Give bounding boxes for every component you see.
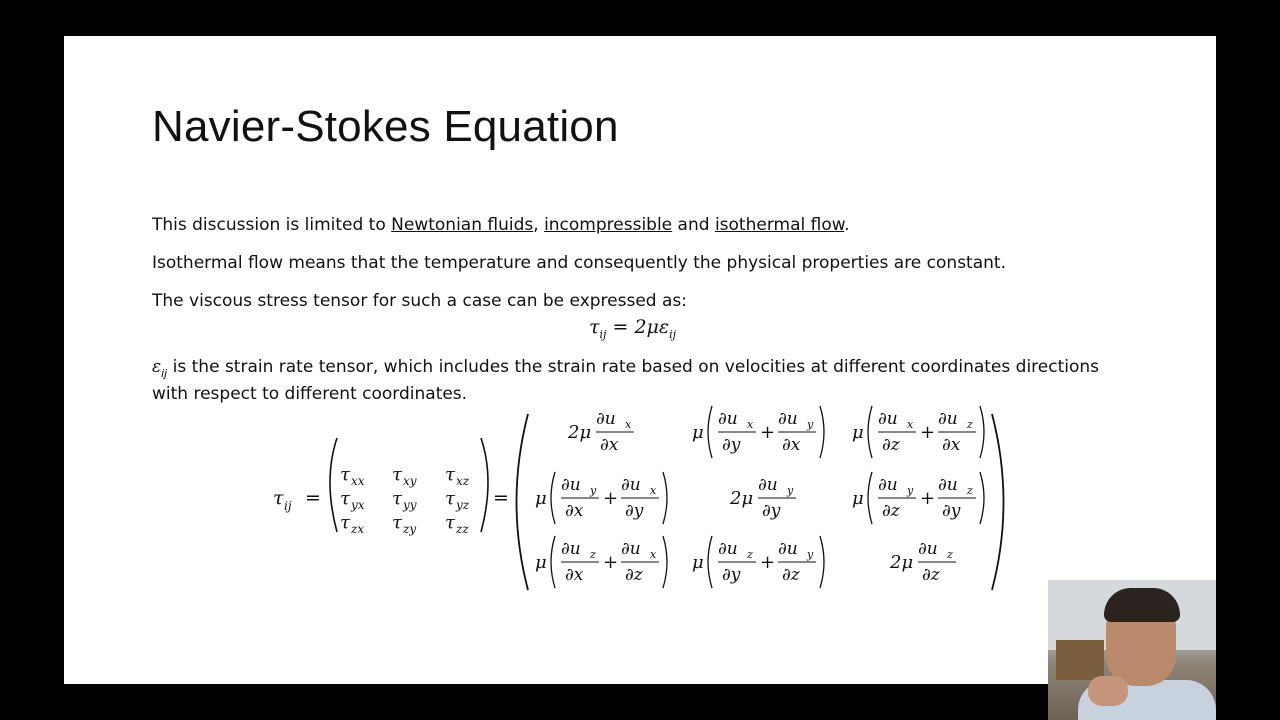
- strain-rate-components: [535, 406, 984, 588]
- svg-text:μ: μ: [692, 422, 704, 443]
- svg-text:∂u: ∂u: [878, 475, 898, 495]
- svg-text:=: =: [305, 487, 321, 509]
- stress-tensor-matrix: [195, 370, 1015, 595]
- svg-text:+: +: [760, 422, 776, 443]
- svg-text:y: y: [907, 484, 914, 497]
- svg-text:μ: μ: [692, 552, 704, 573]
- tau-zy: τ: [392, 512, 402, 533]
- svg-text:∂y: ∂y: [762, 501, 781, 521]
- svg-text:+: +: [760, 552, 776, 573]
- svg-text:z: z: [590, 548, 596, 561]
- svg-text:∂z: ∂z: [922, 565, 940, 585]
- svg-text:z: z: [967, 418, 973, 431]
- svg-text:∂u: ∂u: [778, 409, 798, 429]
- tau-zz: τ: [445, 512, 455, 533]
- svg-text:∂x: ∂x: [782, 435, 801, 455]
- svg-text:∂u: ∂u: [621, 475, 641, 495]
- svg-text:x: x: [650, 484, 657, 497]
- paragraph-scope: [152, 212, 850, 239]
- paragraph-strain-rate: $\varepsilon_{ij}$ is the strain rate tensor, which includes the strain rate based on velocities at different coordinates directions: [152, 357, 1100, 380]
- svg-text:∂x: ∂x: [942, 435, 961, 455]
- svg-text:∂u: ∂u: [718, 539, 738, 559]
- p1-sep2: and: [672, 215, 715, 235]
- svg-text:xy: xy: [403, 474, 417, 488]
- svg-text:∂z: ∂z: [782, 565, 800, 585]
- svg-text:∂y: ∂y: [722, 435, 741, 455]
- svg-text:zz: zz: [456, 522, 469, 536]
- paragraph-strain-rate-cont: with respect to different coordinates.: [152, 384, 468, 404]
- svg-text:+: +: [920, 422, 936, 443]
- svg-text:y: y: [590, 484, 597, 497]
- link-isothermal-flow[interactable]: isothermal flow: [714, 215, 845, 235]
- svg-text:y: y: [807, 548, 814, 561]
- svg-text:x: x: [747, 418, 754, 431]
- svg-text:+: +: [920, 488, 936, 509]
- svg-text:∂y: ∂y: [942, 501, 961, 521]
- shelf-icon: [1056, 640, 1104, 680]
- svg-text:2μ: 2μ: [730, 488, 754, 509]
- svg-text:∂u: ∂u: [561, 539, 581, 559]
- svg-text:=: =: [493, 487, 509, 509]
- svg-text:∂u: ∂u: [778, 539, 798, 559]
- svg-text:zx: zx: [351, 522, 365, 536]
- svg-text:x: x: [650, 548, 657, 561]
- matrix-lhs: τ: [273, 487, 284, 509]
- svg-text:z: z: [967, 484, 973, 497]
- svg-text:y: y: [807, 418, 814, 431]
- svg-text:2μ: 2μ: [890, 552, 914, 573]
- svg-text:+: +: [603, 488, 619, 509]
- p1-suffix: .: [844, 215, 850, 235]
- tau-xx: τ: [340, 464, 350, 485]
- p1-prefix: This discussion is limited to: [152, 215, 392, 235]
- svg-text:xx: xx: [351, 474, 365, 488]
- link-newtonian-fluids[interactable]: Newtonian fluids: [391, 215, 534, 235]
- tau-components: [340, 464, 470, 536]
- svg-text:∂z: ∂z: [882, 501, 900, 521]
- tau-xy: τ: [392, 464, 402, 485]
- link-incompressible[interactable]: incompressible: [544, 215, 673, 235]
- stress-equation: $\tau_{ij} = 2\mu\varepsilon_{ij}$: [589, 316, 677, 341]
- tau-yx: τ: [340, 488, 350, 509]
- svg-text:μ: μ: [535, 488, 547, 509]
- svg-text:∂z: ∂z: [882, 435, 900, 455]
- svg-text:∂y: ∂y: [722, 565, 741, 585]
- svg-text:z: z: [947, 548, 953, 561]
- svg-text:x: x: [907, 418, 914, 431]
- svg-text:∂u: ∂u: [561, 475, 581, 495]
- svg-text:∂u: ∂u: [918, 539, 938, 559]
- paragraph-viscous-stress: The viscous stress tensor for such a case can be expressed as:: [152, 291, 688, 311]
- svg-text:∂u: ∂u: [758, 475, 778, 495]
- svg-text:+: +: [603, 552, 619, 573]
- svg-text:∂y: ∂y: [625, 501, 644, 521]
- svg-text:∂x: ∂x: [600, 435, 619, 455]
- svg-text:ij: ij: [284, 499, 292, 513]
- svg-text:x: x: [625, 418, 632, 431]
- svg-text:∂u: ∂u: [938, 409, 958, 429]
- svg-text:∂u: ∂u: [878, 409, 898, 429]
- tau-yy: τ: [392, 488, 402, 509]
- svg-text:μ: μ: [852, 488, 864, 509]
- svg-text:μ: μ: [535, 552, 547, 573]
- epsilon-symbol: ε: [152, 357, 162, 377]
- presenter-webcam: [1048, 580, 1216, 720]
- svg-text:∂u: ∂u: [718, 409, 738, 429]
- paragraph-isothermal: Isothermal flow means that the temperature and consequently the physical properties are constant.: [152, 253, 1006, 273]
- svg-text:yx: yx: [351, 498, 365, 512]
- tau-xz: τ: [445, 464, 455, 485]
- svg-text:2μ: 2μ: [568, 422, 592, 443]
- svg-text:zy: zy: [403, 522, 417, 536]
- svg-text:∂x: ∂x: [565, 565, 584, 585]
- svg-text:yy: yy: [403, 498, 417, 512]
- svg-text:∂u: ∂u: [938, 475, 958, 495]
- svg-text:μ: μ: [852, 422, 864, 443]
- tau-yz: τ: [445, 488, 455, 509]
- tau-zx: τ: [340, 512, 350, 533]
- svg-text:y: y: [787, 484, 794, 497]
- svg-text:∂u: ∂u: [621, 539, 641, 559]
- svg-text:xz: xz: [456, 474, 470, 488]
- svg-text:yz: yz: [456, 498, 470, 512]
- strain-line1: is the strain rate tensor, which includes the strain rate based on velocities at different coordinates directions: [167, 357, 1100, 377]
- p1-sep1: ,: [533, 215, 545, 235]
- svg-text:z: z: [747, 548, 753, 561]
- svg-text:∂z: ∂z: [625, 565, 643, 585]
- svg-text:∂x: ∂x: [565, 501, 584, 521]
- slide-title: Navier-Stokes Equation: [152, 102, 619, 151]
- svg-text:∂u: ∂u: [596, 409, 616, 429]
